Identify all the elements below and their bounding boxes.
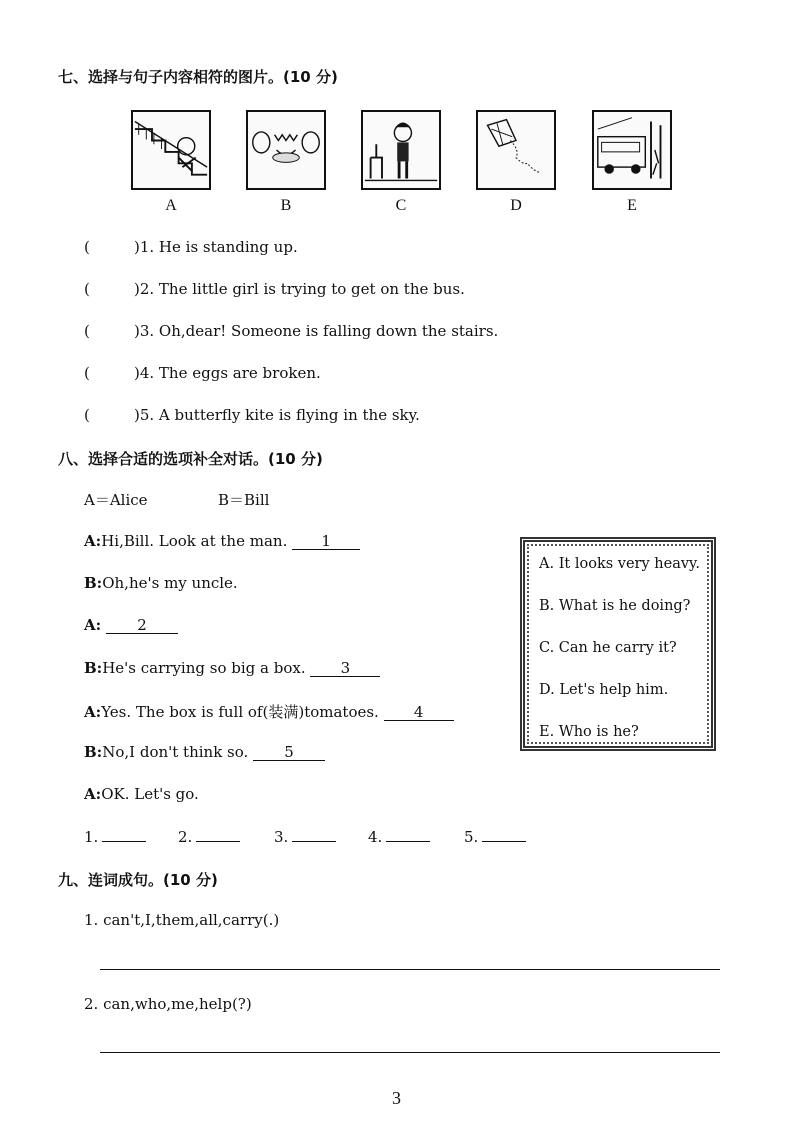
boy-standing-icon <box>363 112 439 188</box>
answer-slot-blank[interactable] <box>482 841 526 842</box>
stairs-fall-icon <box>133 112 209 188</box>
picture-label-e: E <box>627 197 637 214</box>
option-a: A. It looks very heavy. <box>539 556 700 572</box>
dialogue-text: He's carrying so big a box. <box>102 659 306 677</box>
role-bill: B＝Bill <box>218 491 270 509</box>
bus-street-icon <box>594 112 670 188</box>
answer-line-2[interactable] <box>100 1052 720 1053</box>
picture-label-c: C <box>395 197 407 214</box>
matching-item-text: )3. Oh,dear! Someone is falling down the stairs. <box>134 322 499 340</box>
answer-paren[interactable]: ( <box>84 364 90 382</box>
dialogue-line-5 <box>84 701 454 722</box>
picture-d <box>476 110 556 190</box>
dialogue-line-3 <box>84 616 178 634</box>
butterfly-kite-icon <box>478 112 554 188</box>
answer-slot-label: 1. <box>84 828 99 846</box>
matching-item-text: )2. The little girl is trying to get on the bus. <box>134 280 465 298</box>
picture-label-d: D <box>510 197 522 214</box>
sentence-item-2: 2. can,who,me,help(?) <box>84 995 252 1013</box>
answer-slot-5 <box>464 828 526 846</box>
speaker: B: <box>84 659 103 677</box>
section-8-heading: 八、选择合适的选项补全对话。(10 分) <box>58 450 323 468</box>
answer-line-1[interactable] <box>100 969 720 970</box>
speaker: A: <box>84 785 102 803</box>
picture-a <box>131 110 211 190</box>
answer-slot-1 <box>84 828 146 846</box>
picture-b <box>246 110 326 190</box>
option-e: E. Who is he? <box>539 724 639 740</box>
section-9-heading: 九、连词成句。(10 分) <box>58 871 218 889</box>
section-7-heading: 七、选择与句子内容相符的图片。(10 分) <box>58 68 338 86</box>
matching-item-3 <box>84 322 498 340</box>
speaker: A: <box>84 703 102 721</box>
sentence-item-1: 1. can't,I,them,all,carry(.) <box>84 911 280 929</box>
dialogue-blank[interactable]: 1 <box>292 533 360 550</box>
dialogue-line-6 <box>84 743 325 761</box>
dialogue-blank[interactable]: 4 <box>384 704 454 721</box>
speaker: A: <box>84 532 102 550</box>
answer-slot-blank[interactable] <box>102 841 146 842</box>
matching-item-text: )5. A butterfly kite is flying in the sky. <box>134 406 420 424</box>
dialogue-line-4 <box>84 659 380 677</box>
answer-slot-label: 2. <box>178 828 193 846</box>
dialogue-blank[interactable]: 3 <box>310 660 380 677</box>
speaker: A: <box>84 616 102 634</box>
answer-slot-4 <box>368 828 430 846</box>
answer-paren[interactable]: ( <box>84 238 90 256</box>
page-number: 3 <box>392 1088 401 1108</box>
option-c: C. Can he carry it? <box>539 640 677 656</box>
speaker: B: <box>84 574 103 592</box>
answer-slot-label: 4. <box>368 828 383 846</box>
picture-label-a: A <box>165 197 177 214</box>
matching-item-4 <box>84 364 321 382</box>
answer-slot-label: 3. <box>274 828 289 846</box>
answer-slot-label: 5. <box>464 828 479 846</box>
dialogue-line-7 <box>84 785 199 803</box>
picture-e <box>592 110 672 190</box>
matching-item-5 <box>84 406 420 424</box>
answer-slot-3 <box>274 828 336 846</box>
matching-item-text: )1. He is standing up. <box>134 238 298 256</box>
matching-item-1 <box>84 238 298 256</box>
speaker: B: <box>84 743 103 761</box>
option-d: D. Let's help him. <box>539 682 669 698</box>
answer-paren[interactable]: ( <box>84 322 90 340</box>
dialogue-blank[interactable]: 5 <box>253 744 325 761</box>
broken-eggs-icon <box>248 112 324 188</box>
answer-slot-blank[interactable] <box>196 841 240 842</box>
answer-paren[interactable]: ( <box>84 406 90 424</box>
dialogue-text: OK. Let's go. <box>101 785 199 803</box>
dialogue-text: No,I don't think so. <box>102 743 249 761</box>
option-b: B. What is he doing? <box>539 598 691 614</box>
dialogue-text: Yes. The box is full of(装满)tomatoes. <box>101 703 379 721</box>
picture-c <box>361 110 441 190</box>
options-box <box>520 537 716 751</box>
answer-slot-blank[interactable] <box>386 841 430 842</box>
answer-slot-2 <box>178 828 240 846</box>
role-alice: A＝Alice <box>84 491 148 509</box>
matching-item-2 <box>84 280 465 298</box>
picture-label-b: B <box>280 197 292 214</box>
dialogue-blank[interactable]: 2 <box>106 617 178 634</box>
dialogue-text: Oh,he's my uncle. <box>102 574 238 592</box>
dialogue-line-1 <box>84 532 360 550</box>
matching-item-text: )4. The eggs are broken. <box>134 364 321 382</box>
dialogue-text: Hi,Bill. Look at the man. <box>101 532 288 550</box>
answer-slot-blank[interactable] <box>292 841 336 842</box>
answer-paren[interactable]: ( <box>84 280 90 298</box>
dialogue-line-2 <box>84 574 238 592</box>
